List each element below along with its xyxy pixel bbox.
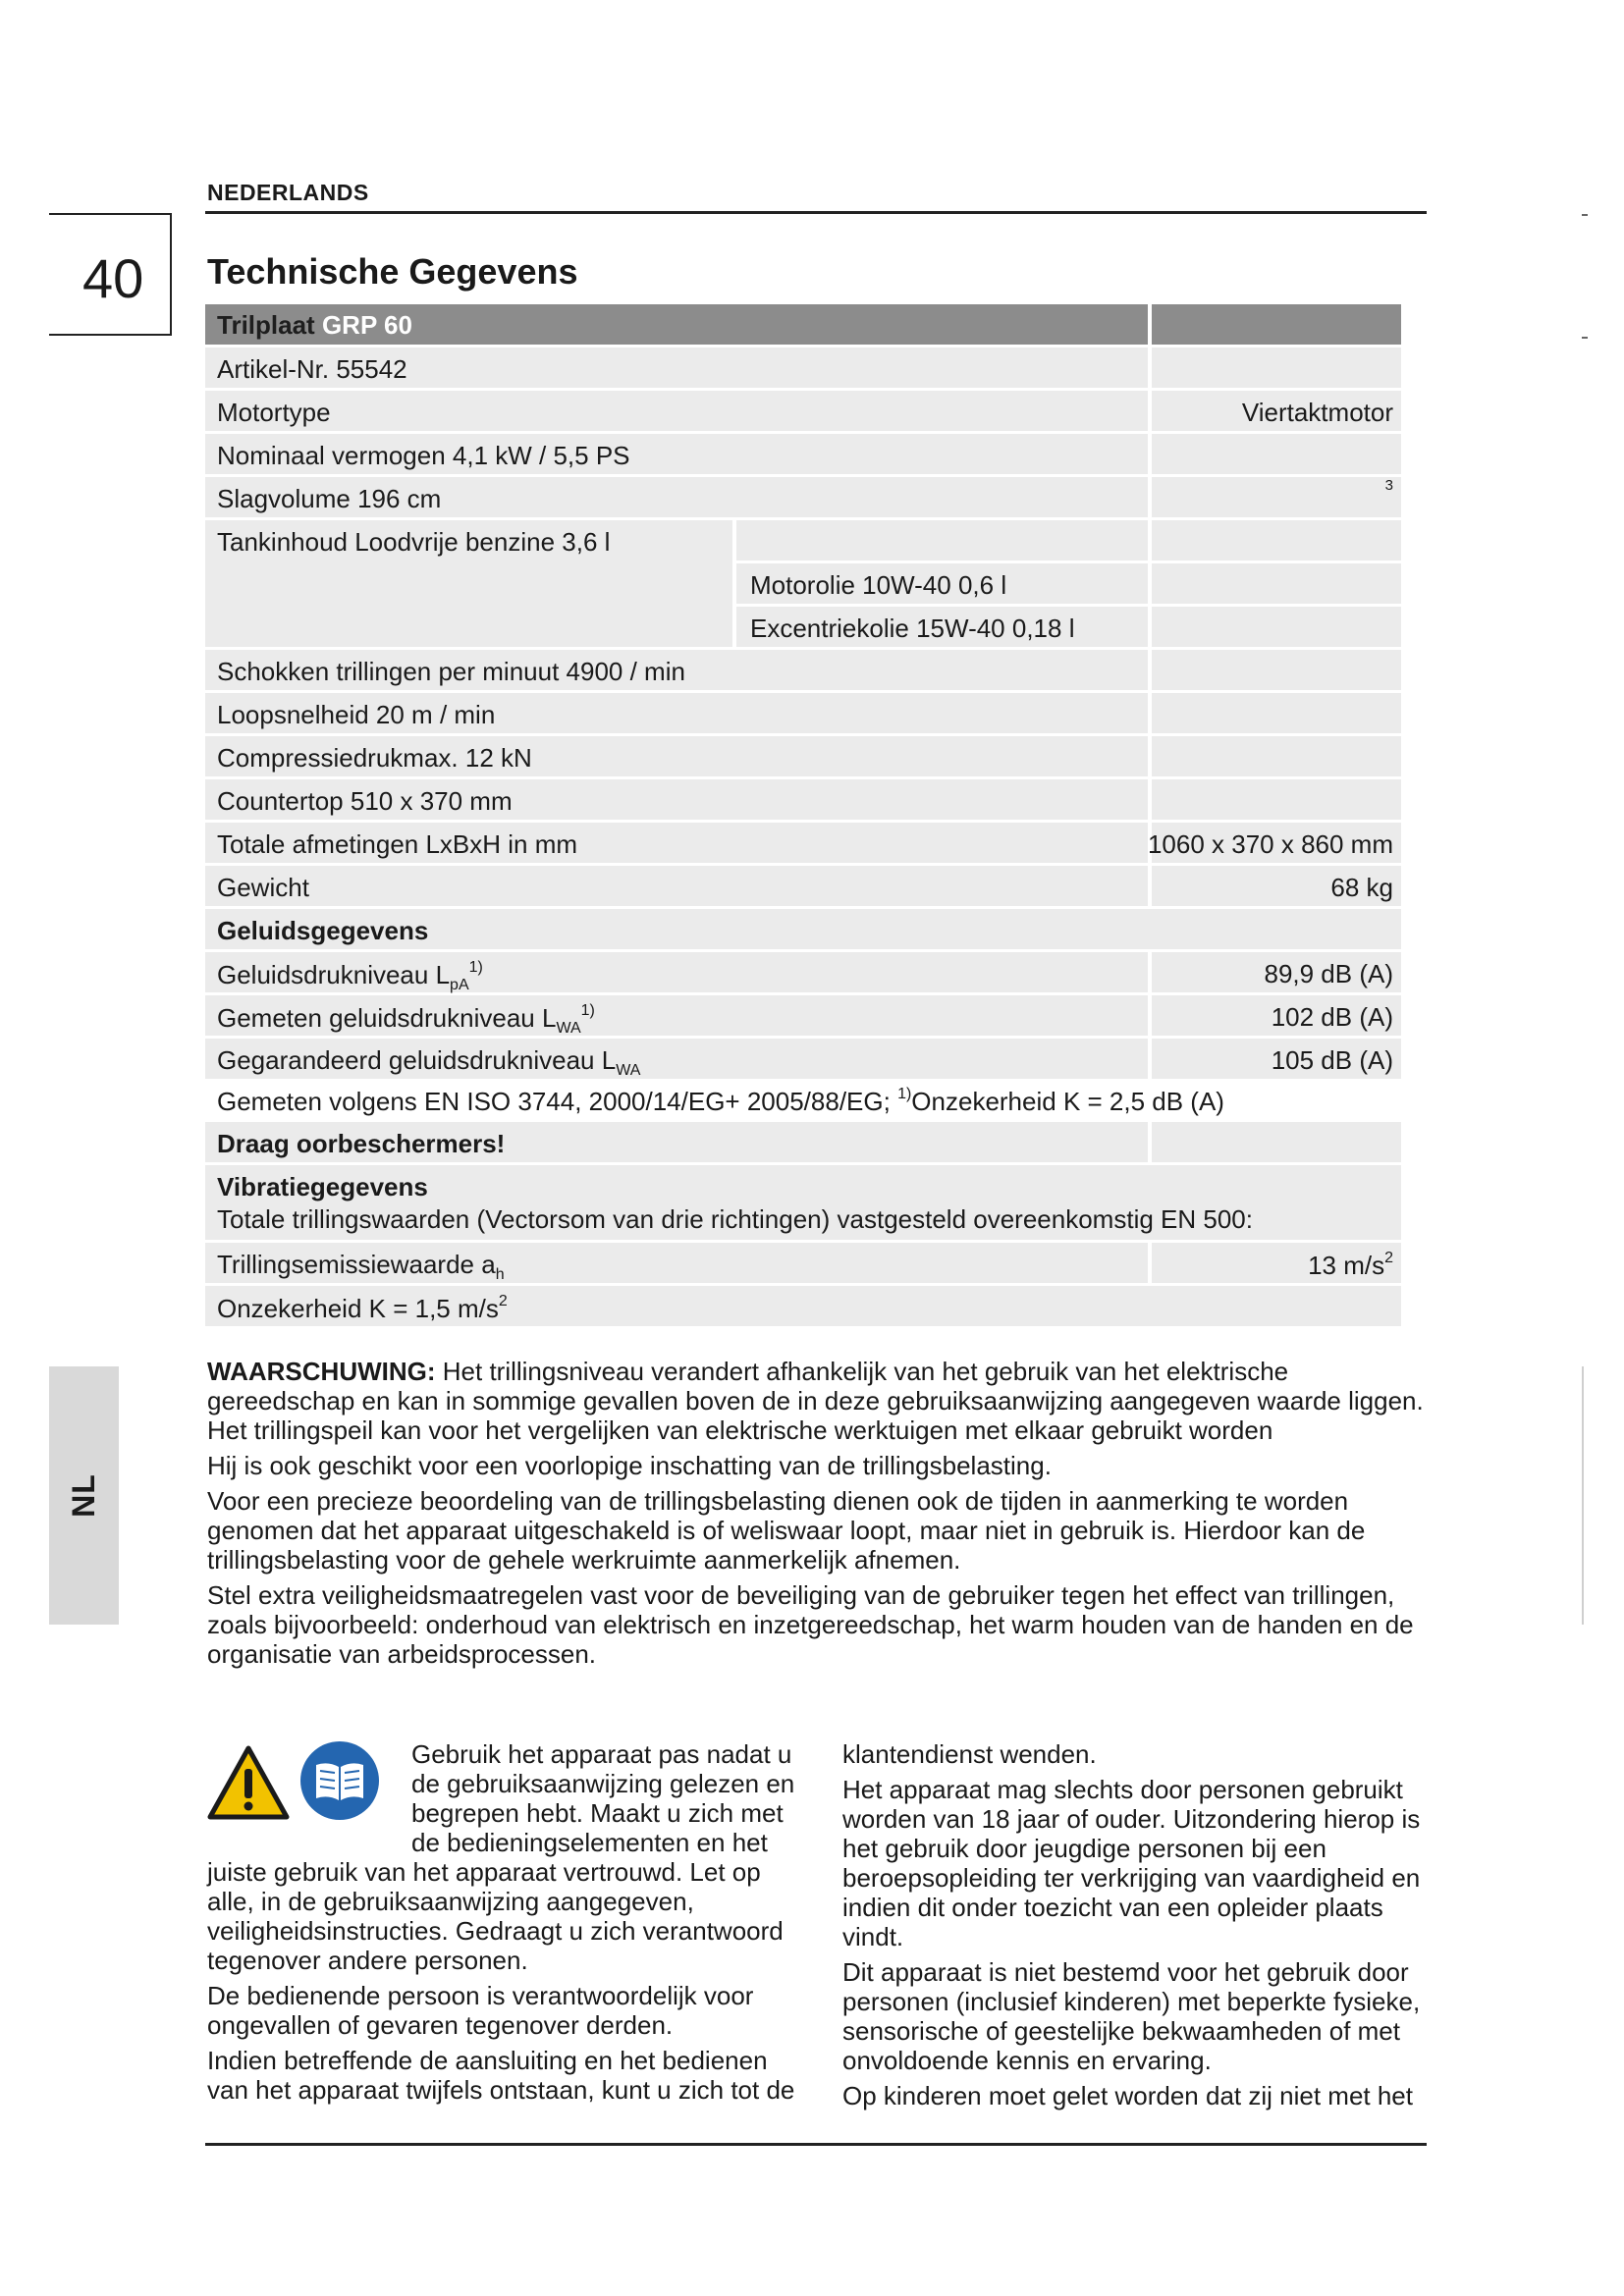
table-head-label: Trilplaat: [217, 310, 315, 340]
table-row: [205, 1082, 1401, 1119]
vibrations-per-minute: Schokken trillingen per minuut 4900 / min: [217, 657, 685, 686]
table-row: [205, 1122, 1401, 1162]
warning-paragraph: WAARSCHUWING: Het trillingsniveau verandert afhankelijk van het gebruik van het elektrische gereedschap en kan in sommige gevallen boven de in deze gebruiksaanwijzing aangegeven waarde liggen. Het trillingspeil kan voor het vergelijken van elektrische werktuigen met elkaar gebruikt worden: [207, 1357, 1424, 1445]
power-label: Nominaal vermogen 4,1 kW / 5,5 PS: [217, 441, 630, 470]
tank-rows: [205, 520, 1401, 647]
warning-paragraph: Voor een precieze beoordeling van de trillingsbelasting dienen ook de tijden in aanmerking te worden genomen dat het apparaat uitgeschakeld is of weliswaar loopt, maar niet in gebruik is. Hierdoor kan de trillingsbelasting voor de gehele werkruimte aanmerkelijk afnemen.: [207, 1486, 1366, 1575]
table-row: [205, 1286, 1401, 1326]
measured-sound-value: 102 dB (A): [1271, 1002, 1393, 1032]
table-row: [205, 866, 1401, 906]
safety-paragraph: Op kinderen moet gelet worden dat zij niet met het: [842, 2081, 1413, 2110]
vibration-heading-row: [205, 1165, 1401, 1240]
crop-mark: [1582, 214, 1588, 216]
read-manual-icon: [298, 1739, 381, 1822]
weight-label: Gewicht: [217, 873, 309, 902]
motortype-label: Motortype: [217, 398, 331, 427]
dimensions-label: Totale afmetingen LxBxH in mm: [217, 829, 578, 859]
tank-capacity: Tankinhoud Loodvrije benzine 3,6 l: [217, 527, 611, 557]
model-name: GRP 60: [321, 310, 412, 340]
emission-label: Trillingsemissiewaarde $a_h$: [217, 1250, 505, 1283]
safety-paragraph: klantendienst wenden.: [842, 1739, 1097, 1769]
table-row: [205, 952, 1401, 992]
safety-paragraph: Indien betreffende de aansluiting en het bedienen van het apparaat twijfels ontstaan, kunt u zich tot de: [207, 2046, 795, 2105]
vibration-heading: Vibratiegegevens: [217, 1172, 428, 1201]
table-row: [205, 434, 1401, 474]
safety-column-right: [842, 1739, 1432, 2116]
guaranteed-sound-value: 105 dB (A): [1271, 1045, 1393, 1075]
weight-value: 68 kg: [1330, 873, 1393, 902]
page-number: 40: [82, 247, 144, 309]
top-rule: [205, 211, 1427, 214]
table-row: [205, 391, 1401, 431]
table-row: [205, 1039, 1401, 1079]
countertop-size: Countertop 510 x 370 mm: [217, 786, 513, 816]
section-title: Technische Gegevens: [207, 251, 578, 292]
safety-icons: [207, 1739, 402, 1830]
displacement-superscript: 3: [1384, 477, 1393, 494]
spec-table: [205, 304, 1401, 1329]
table-header-row: [205, 304, 1401, 345]
safety-paragraph: Het apparaat mag slechts door personen gebruikt worden van 18 jaar of ouder. Uitzondering hierop is het gebruik door jeugdige personen bij een beroepsopleiding ter verkrijging van vaardigheid en indien dit onder toezicht van een opleider plaats vindt.: [842, 1775, 1421, 1951]
compression-force: Compressiedrukmax. 12 kN: [217, 743, 532, 773]
warning-triangle-icon: [207, 1745, 290, 1820]
vibration-description: Totale trillingswaarden (Vectorsom van drie richtingen) vastgesteld overeenkomstig EN 500:: [217, 1204, 1253, 1234]
warning-label: WAARSCHUWING:: [207, 1357, 436, 1386]
table-row: [205, 779, 1401, 820]
table-row: [205, 736, 1401, 776]
margin-line: [1582, 1366, 1584, 1625]
measured-according-note: Gemeten volgens EN ISO 3744, 2000/14/EG+ 2005/88/EG; $^{1)}$Onzekerheid K = 2,5 dB (A): [217, 1086, 1224, 1116]
sound-pressure-label: Geluidsdrukniveau $L_{pA}^{1)}$: [217, 959, 483, 993]
table-row: [205, 693, 1401, 733]
safety-paragraph: Dit apparaat is niet bestemd voor het gebruik door personen (inclusief kinderen) met beperkte fysieke, sensorische of geestelijke bekwaamheden of met onvoldoende kennis en ervaring.: [842, 1957, 1421, 2075]
table-row: [205, 909, 1401, 949]
bottom-rule: [205, 2143, 1427, 2146]
table-row: [205, 823, 1401, 863]
emission-value: 13 $m/s^2$: [1308, 1250, 1393, 1280]
guaranteed-sound-label: Gegarandeerd geluidsdrukniveau $L_{WA}$: [217, 1045, 641, 1079]
safety-paragraph: Gebruik het apparaat pas nadat u de gebruiksaanwijzing gelezen en begrepen hebt. Maakt u zich met de bedieningselementen en het juiste gebruik van het apparaat vertrouwd. Let op alle, in de gebruiksaanwijzing aangegeven, veiligheidsinstructies. Gedraagt u zich verantwoord tegenover andere personen.: [207, 1739, 795, 1975]
dimensions-value: 1060 x 370 x 860 mm: [1147, 829, 1393, 859]
warning-paragraph: Hij is ook geschikt voor een voorlopige inschatting van de trillingsbelasting.: [207, 1451, 1052, 1480]
walking-speed: Loopsnelheid 20 m / min: [217, 700, 496, 729]
motortype-value: Viertaktmotor: [1241, 398, 1393, 427]
article-number: Artikel-Nr. 55542: [217, 354, 407, 384]
sound-pressure-value: 89,9 dB (A): [1264, 959, 1393, 988]
safety-column-left: [207, 1739, 796, 2110]
displacement-label: Slagvolume 196 cm: [217, 484, 442, 513]
warning-paragraph: Stel extra veiligheidsmaatregelen vast voor de beveiliging van de gebruiker tegen het effect van trillingen, zoals bijvoorbeeld: onderhoud van elektrisch en inzetgereedschap, het warm houden van de handen en de organisatie van arbeidsprocessen.: [207, 1580, 1414, 1669]
warning-section: [207, 1357, 1430, 1675]
language-side-label: NL: [66, 1473, 101, 1518]
table-row: [205, 650, 1401, 690]
sound-heading: Geluidsgegevens: [217, 916, 429, 945]
language-header: NEDERLANDS: [207, 180, 369, 205]
eccentric-oil: Excentriekolie 15W-40 0,18 l: [750, 614, 1075, 643]
measured-sound-label: Gemeten geluidsdrukniveau $L_{WA}^{1)}$: [217, 1002, 595, 1037]
table-row: [205, 995, 1401, 1036]
motor-oil: Motorolie 10W-40 0,6 l: [750, 570, 1007, 600]
crop-mark: [1582, 337, 1588, 339]
ear-protection-notice: Draag oorbeschermers!: [217, 1129, 506, 1158]
safety-paragraph: De bedienende persoon is verantwoordelijk voor ongevallen of gevaren tegenover derden.: [207, 1981, 754, 2040]
table-row: [205, 477, 1401, 517]
table-row: [205, 347, 1401, 388]
uncertainty-label: Onzekerheid K = 1,5 $m/s^2$: [217, 1293, 508, 1323]
table-row: [205, 1243, 1401, 1283]
